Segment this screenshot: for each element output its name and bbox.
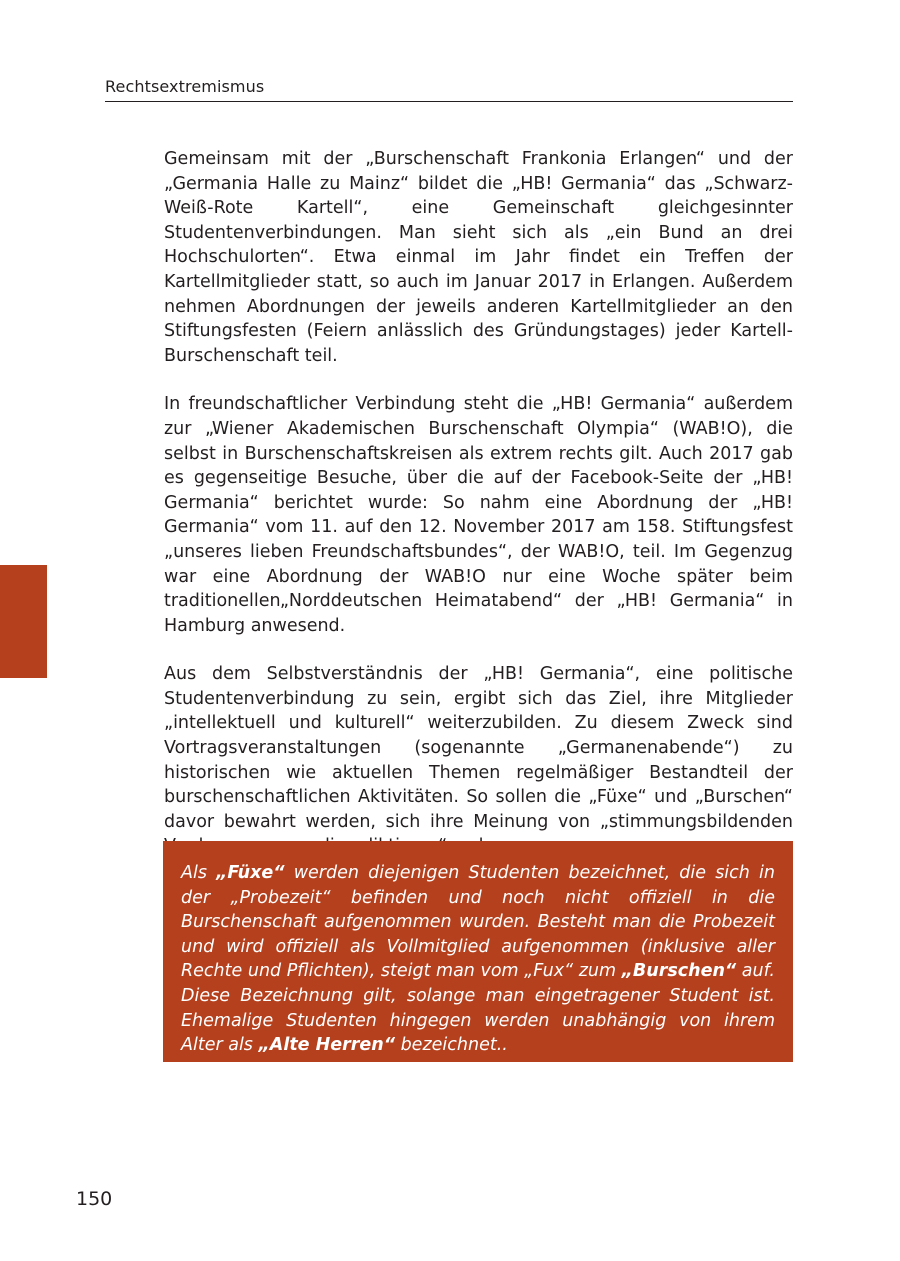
paragraph-wabo: In freundschaftlicher Verbindung steht die „HB! Germania“ außerdem zur „Wiener Akademischen Burschenschaft Olympia“ (WAB!O), die selbst in Burschenschaftskreisen als extrem rechts gilt. Auch 2017 gab es gegenseitige Besuche, über die auf der Facebook-Seite der „HB! Germania“ berichtet wurde: So nahm eine Abordnung der „HB! Germania“ vom 11. auf den 12. November 2017 am 158. Stiftungsfest „unseres lieben Freundschaftsbundes“, der WAB!O, teil. Im Gegenzug war eine Abordnung der WAB!O nur eine Woche später beim traditionellen„Norddeutschen Heimatabend“ der „HB! Germania“ in Hamburg anwesend. — [164, 394, 793, 636]
paragraph-kartell: Gemeinsam mit der „Burschenschaft Frankonia Erlangen“ und der „Germania Halle zu Mainz“ bildet die „HB! Germania“ das „Schwarz-Weiß-Rote Kartell“, eine Gemeinschaft gleichgesinnter Studentenverbindungen. Man sieht sich als „ein Bund an drei Hochschulorten“. Etwa einmal im Jahr findet ein Treffen der Kartellmitglieder statt, so auch im Januar 2017 in Erlangen. Außerdem nehmen Abordnungen der jeweils anderen Kartellmitglieder an den Stiftungsfesten (Feiern anlässlich des Gründungstages) jeder Kartell-Burschenschaft teil. — [164, 149, 793, 366]
callout-text-part: werden diejenigen Studenten bezeichnet, die sich in der „Probezeit“ befinden und noch nicht offiziell in die Burschenschaft aufgenommen wurden. Besteht man die Probezeit und wird offiziell als Vollmitglied aufgenommen (inklusive aller Rechte und Pflichten), steigt man vom „Fux“ zum — [181, 863, 775, 982]
term-burschen: „Burschen“ — [621, 961, 737, 982]
callout-text — [181, 861, 775, 1058]
body-text — [164, 147, 793, 883]
callout-text-part: auf. Diese Bezeichnung gilt, solange man eingetragener Student ist. Ehemalige Studenten hingegen werden unabhängig von ihrem Alter als — [181, 961, 775, 1056]
term-alte-herren: „Alte Herren“ — [258, 1035, 396, 1056]
callout-text-part: bezeichnet.. — [395, 1035, 508, 1056]
definition-callout-box — [163, 841, 793, 1062]
page-number: 150 — [76, 1188, 113, 1210]
chapter-tab-marker — [0, 565, 47, 678]
running-header — [105, 76, 793, 102]
term-fuexe: „Füxe“ — [216, 863, 285, 883]
callout-text-part: Als — [181, 863, 217, 883]
paragraph-selbstverstaendnis: Aus dem Selbstverständnis der „HB! Germania“, eine politische Studentenverbindung zu sein, ergibt sich das Ziel, ihre Mitglieder „intellektuell und kulturell“ weiterzubilden. Zu diesem Zweck sind Vortragsveranstaltungen (sogenannte „Germanenabende“) zu historischen wie aktuellen Themen regelmäßiger Bestandteil der burschenschaftlichen Aktivitäten. So sollen die „Füxe“ und „Burschen“ davor bewahrt werden, sich ihre Meinung von „stimmungsbildenden — [164, 664, 793, 832]
running-title: Rechtsextremismus — [105, 77, 265, 96]
